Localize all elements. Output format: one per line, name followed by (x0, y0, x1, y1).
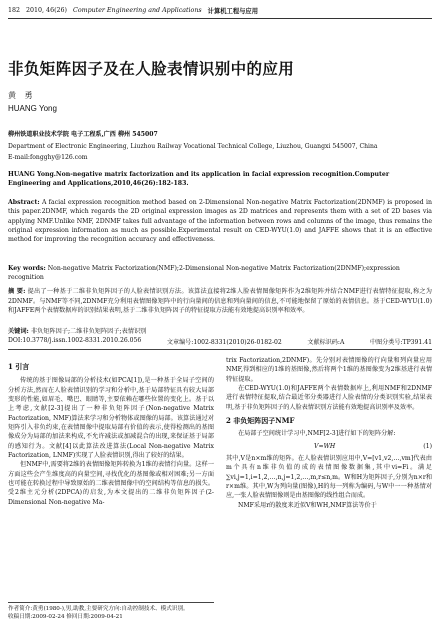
equation-1 (226, 442, 432, 451)
cn-abstract-text: 提出了一种基于二维非负矩阵因子的人脸表情识别方法。该算法直接将2维人脸表情图像矩阵作为2维矩阵并结合NMF进行表情特征提取,称之为2DNMF。与NMF等不同,2DNMF充分利用表情图像矩阵中的行向量间的信息和列向量间的信息,不可能地保留了原始的表情信息。基于CED-WYU(1.0)和JAFFE两个表情数据库的识别结果表明,基于二维非负矩阵因子的特征提取方法能有效地提高识别率和效率。 (8, 288, 432, 315)
nmf-paragraph-1: 在局部子空间统计学习中,NMF[2-3]进行如下的矩阵分解: (238, 430, 396, 438)
equation-number: (1) (423, 442, 432, 450)
received-dates: 收稿日期:2009-02-24 修回日期:2009-04-21 (8, 614, 123, 620)
nmf-paragraph-2: 其中,V是n×m维的矩阵。在人脸表情识别应用中,V=[v1,v2,…,vm]代表由m个具有n维非负值的成的表情图像数据集,其中vi=Fi。满足∑vi,j=1,i=1,2,…,n,j=1,2,…,m,r≤n,m。W和H为矩阵因子,分别为n×r和r×m维。其中,W为列向量(图像),H的每一列称为编码,与W中一一种基情对应,一张人脸表情图像则是由基图像的线性组合而成。 (226, 455, 432, 500)
keywords-label: Key words: (8, 265, 46, 272)
author-name-en: HUANG Yong (8, 104, 57, 113)
header-rule (8, 18, 432, 19)
clc-number: 中图分类号:TP391.41 (369, 339, 432, 346)
author-email: E-mail:fongghy@126.com (8, 154, 88, 161)
article-number: 文章编号:1002-8331(2010)26-0182-02 (166, 339, 282, 346)
section-heading-nmf: 2 非负矩阵因子NMF (226, 416, 295, 426)
running-head (8, 4, 432, 16)
cn-abstract-label: 摘 要: (8, 288, 26, 295)
document-code: 文献标识码:A (307, 339, 345, 346)
meta-rule (8, 349, 432, 350)
cn-keywords-text: 非负矩阵因子;二维非负矩阵因子;表情识别 (30, 328, 147, 335)
keywords-cn (8, 326, 432, 335)
abstract-label: Abstract: (8, 199, 40, 206)
cn-keywords-label: 关键词: (8, 328, 29, 335)
nmf-paragraph-3: NMF采用r的散度来近似V和WH,NMF算法等价于 (238, 501, 377, 509)
journal-name-en: Computer Engineering and Applications (73, 6, 202, 14)
keywords-en (8, 264, 432, 283)
intro-continuation: trix Factorization,2DNMF)。先分别对表情图像的行向量和列向量应用NMF,得到相应的1维的基图像,然后将两个1维的基图像变为2维基进行表情特征提取。 (226, 357, 432, 383)
section-heading-intro: 1 引言 (8, 362, 30, 371)
page-number: 182 (8, 6, 21, 14)
intro-paragraph-2: 但NMF中,需要将2维的表情图像矩阵转换为1维的表情行向量。这样一方面这些会产生维度高的向量空间,寻找优化的基图像或相对困难;另一方面也可能在转换过程中导致原始的二维表情图像中的空间结构等信息的损失。受2维主元分析(2DPCA)的启发,为本文提出的二维非负矩阵因子(2-Dimensional Non-negative Ma- (8, 461, 214, 506)
keywords-text: Non-negative Matrix Factorization(NMF);2-Dimensional Non-negative Matrix Factorization(2DNMF);expression recognition (8, 265, 400, 282)
equation-text: V≈WH (314, 442, 336, 450)
intro-paragraph-3: 在CED-WYU(1.0)和JAFFE两个表情数据库上,利用NMF和2DNMF进行表情特征提取,结合最近邻分类器进行人脸表情的分类识别实验,结果表明,基于非负矩阵因子的人脸表情识别方法能有效地提高识别率及效率。 (226, 385, 432, 411)
affiliation-cn: 柳州铁道职业技术学院 电子工程系,广西 柳州 545007 (8, 131, 158, 138)
article-meta (8, 337, 432, 346)
abstract-cn (8, 287, 432, 316)
journal-name-cn: 计算机工程与应用 (207, 7, 259, 15)
issue-info: 2010, 46(26) (26, 6, 67, 14)
intro-paragraph-1: 传统的基于图像局部的分析技术(如PCA[1]),是一种基于全局子空间的分析方法,然而在人脸表情识别的学习和分析中,基于局部特征具有较大局部变形的性能,如眉毛、嘴巴、眼睛等,主要依赖在哪些位置的变化上。基于以上考虑,文献[2-3]提出了一种非负矩阵因子(Non-negative Matrix Factorization, NMF)算法来学习和分析物体或图像的局部。该算法通过对矩阵引入非负约束,在表情图像中提取局部有价值的表示,使得检测出的基图像成分为局部的加法来构成,不允许减法或加减混合的出现,来保证基于局部的感知行为。文献[4]以此算法改进算法(Local Non-negative Matrix Factorization, LNMF)实现了人脸表情识别,得出了较好的结果。 (8, 377, 214, 460)
author-name-cn: 黄 勇 (8, 91, 36, 100)
left-column (8, 356, 214, 507)
citation: HUANG Yong.Non-negative matrix factorization and its application in facial expression recognition.Computer Engineering and Applications,2010,46(26):182-183. (8, 171, 390, 188)
doi: DOI:10.3778/j.issn.1002-8331.2010.26.056 (8, 337, 142, 344)
affiliation-en: Department of Electronic Engineering, Liuzhou Railway Vocational Technical College, Liuzhou, Guangxi 545007, China (8, 143, 378, 150)
footnote (8, 602, 214, 621)
paper-title: 非负矩阵因子及在人脸表情识别中的应用 (8, 59, 295, 78)
author-bio: 作者简介:黄勇(1980-),男,助教,主要研究方向:自动控制技术、模式识别。 (8, 606, 189, 612)
right-column (226, 356, 432, 510)
abstract-en (8, 198, 432, 244)
abstract-text: A facial expression recognition method based on 2-Dimensional Non-negative Matrix Factorization(2DNMF) is proposed in this paper.2DNMF, which regards the 2D original expression images as 2D matrices and represents them with a set of 2D bases via applying NMF.Unlike NMF, 2DNMF takes full advantage of the information between rows and columns of the image, thus remains the original expression information as much as possible.Experimental result on CED-WYU(1.0) and JAFFE shows that it is an effective method for improving the recognition accuracy and effectiveness. (8, 199, 432, 244)
